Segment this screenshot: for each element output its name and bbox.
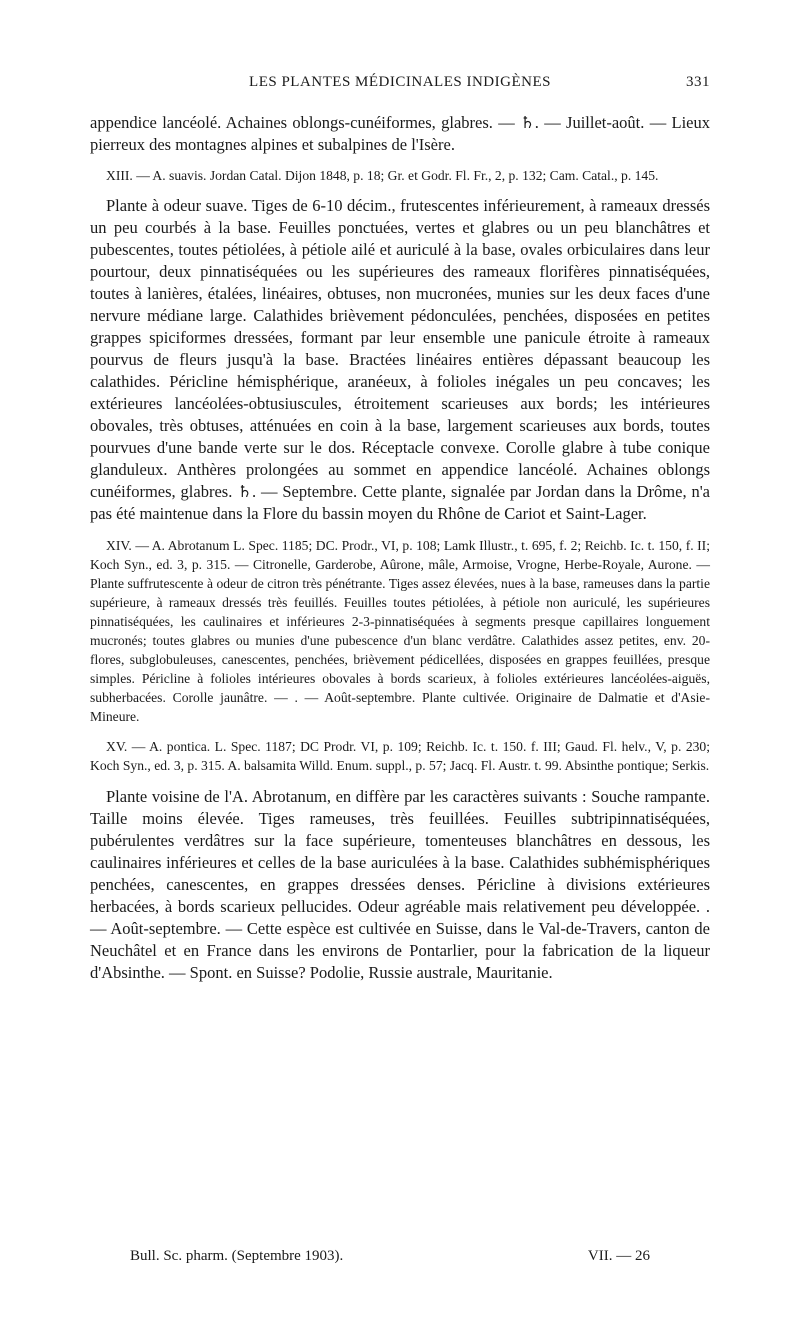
running-title: LES PLANTES MÉDICINALES INDIGÈNES <box>249 74 551 90</box>
page-number: 331 <box>686 74 710 90</box>
species-xiii-heading: XIII. — A. suavis. Jordan Catal. Dijon 1848, p. 18; Gr. et Godr. Fl. Fr., 2, p. 132; Cam. Catal., p. 145. <box>106 168 659 183</box>
species-xv-heading: XV. — A. pontica. L. Spec. 1187; DC Prodr. VI, p. 109; Reichb. Ic. t. 150. f. III; Gaud. Fl. helv., V, p. 230; Koch Syn., ed. 3, p. 315. A. balsamita Willd. Enum. suppl., p. 57; Jacq. Fl. Austr. t. 99. Absinthe pontique; Serkis. <box>90 739 710 773</box>
species-xiii-description: Plante à odeur suave. Tiges de 6-10 décim., frutescentes inférieurement, à rameaux dressés un peu courbés à la base. Feuilles ponctuées, vertes et glabres ou un peu blanchâtres et pubescentes, toutes pétiolées, à pétiole ailé et auriculé à la base, ovales orbiculaires dans leur pourtour, deux pinnatiséquées ou les supérieures des rameaux florifères pinnatiséquées, toutes à lanières, étalées, linéaires, obtuses, non mucronées, munies sur les deux faces d'une nervure médiane large. Calathides brièvement pédonculées, penchées, disposées en petites grappes spiciformes dressées, formant par leur ensemble une panicule étroite à rameaux pourvus de fleurs jusqu'à la base. Bractées linéaires entières dépassant beaucoup les calathides. Péricline hémisphérique, aranéeux, à folioles inégales un peu concaves; les extérieures lancéolées-obtusiuscules, étroitement scarieuses aux bords; les intérieures obovales, très obtuses, atténuées en coin à la base, largement scarieuses aux bords, toutes pourvues d'une bande verte sur le dos. Réceptacle convexe. Corolle glabre à tube conique glanduleux. Anthères prolongées au sommet en appendice lancéolé. Achaines oblongs cunéiformes, glabres. ♄. — Septembre. Cette plante, signalée par Jordan dans la Drôme, n'a pas été maintenue dans la Flore du bassin moyen du Rhône de Cariot et Saint-Lager. <box>90 196 710 523</box>
species-xiv-entry: XIV. — A. Abrotanum L. Spec. 1185; DC. Prodr., VI, p. 108; Lamk Illustr., t. 695, f. 2; Reichb. Ic. t. 150, f. II; Koch Syn., ed. 3, p. 315. — Citronelle, Garderobe, Aûrone, mâle, Armoise, Vrogne, Herbe-Royale, Aurone. — Plante suffrutescente à odeur de citron très pénétrante. Tiges assez élevées, nues à la base, rameuses dans la partie supérieure, à rameaux dressés très feuillés. Feuilles toutes pétiolées, à pétiole non auriculé, les supérieures pinnatiséquées, les caulinaires et inférieures 2-3-pinnatiséquées à segments presque capillaires longuement mucronés; toutes glabres ou munies d'une pubescence d'un blanc verdâtre. Calathides assez petites, env. 20-flores, subglobuleuses, canescentes, penchées, brièvement pédicellées, disposées en grappes feuillées, presque simples. Péricline à folioles intérieures obovales à bords scarieux, à folioles extérieures lancéolées-aiguës, subherbacées. Corolle jaunâtre. — . — Août-septembre. Plante cultivée. Originaire de Dalmatie et d'Asie-Mineure. <box>90 538 710 724</box>
signature-mark: VII. — 26 <box>587 1248 650 1264</box>
species-xv-description: Plante voisine de l'A. Abrotanum, en diffère par les caractères suivants : Souche rampante. Taille moins élevée. Tiges rameuses, très feuillées. Feuilles subtripinnatiséquées, pubérulentes verdâtres sur la face supérieure, tomenteuses blanchâtres en dessous, les caulinaires inférieures et celles de la base auriculées à la base. Calathides subhémisphériques penchées, canescentes, en grappes dressées denses. Péricline à divisions extérieures herbacées, à bords scarieux pellucides. Odeur agréable mais relativement peu développée. . — Août-septembre. — Cette espèce est cultivée en Suisse, dans le Val-de-Travers, canton de Neuchâtel et en France dans les environs de Pontarlier, pour la fabrication de la liqueur d'Absinthe. — Spont. en Suisse? Podolie, Russie australe, Mauritanie. <box>90 787 710 982</box>
journal-citation: Bull. Sc. pharm. (Septembre 1903). <box>130 1248 344 1264</box>
page-body <box>90 112 710 984</box>
intro-paragraph: appendice lancéolé. Achaines oblongs-cunéiformes, glabres. — ♄. — Juillet-août. — Lieux pierreux des montagnes alpines et subalpines de l'Isère. <box>90 113 710 154</box>
page-footer <box>130 1248 650 1265</box>
running-head <box>90 74 710 91</box>
